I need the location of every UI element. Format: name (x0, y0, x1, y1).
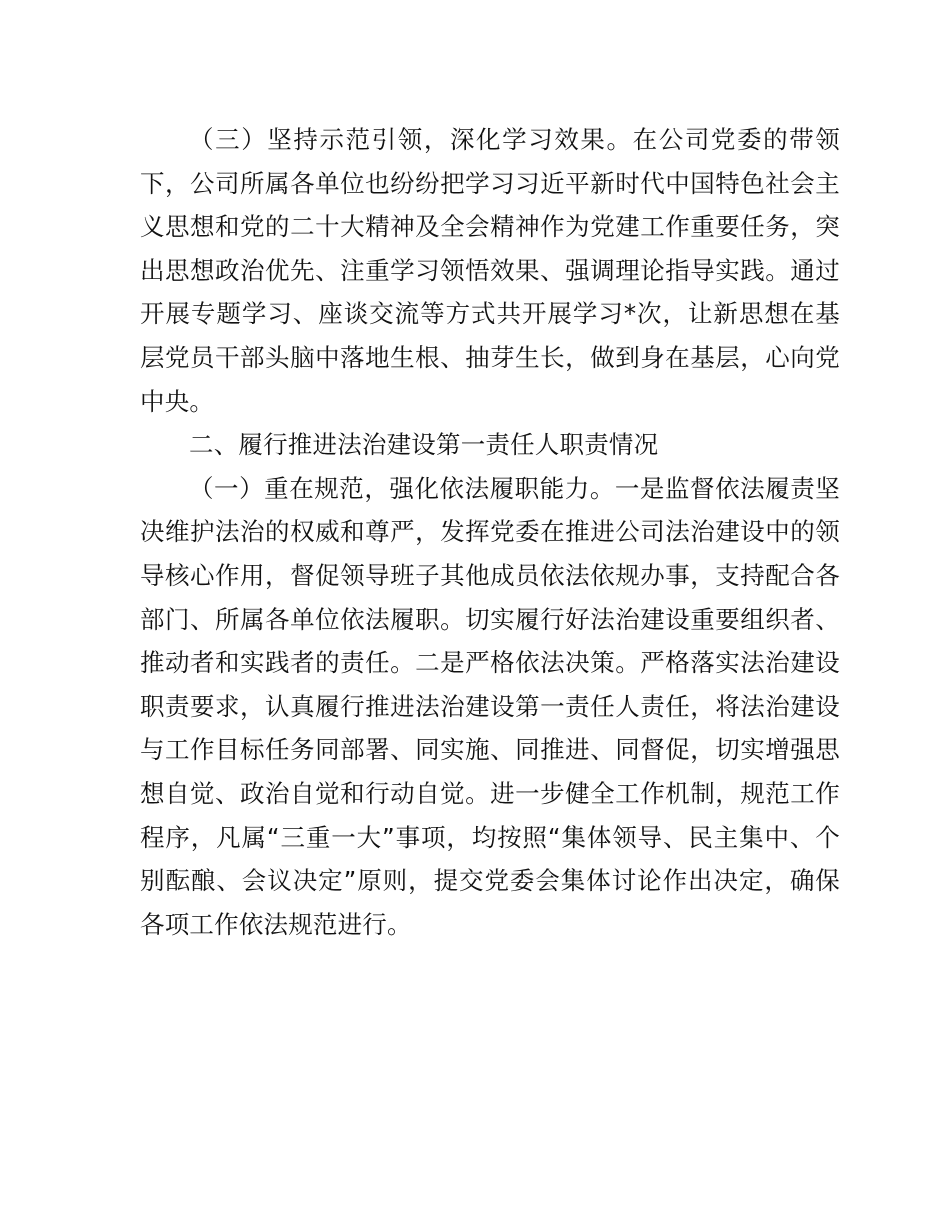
paragraph-section-three: （三）坚持示范引领，深化学习效果。在公司党委的带领下，公司所属各单位也纷纷把学习习近平新时代中国特色社会主义思想和党的二十大精神及全会精神作为党建工作重要任务，突出思想政治优先、注重学习领悟效果、强调理论指导实践。通过开展专题学习、座谈交流等方式共开展学习*次，让新思想在基层党员干部头脑中落地生根、抽芽生长，做到身在基层，心向党中央。 (140, 125, 840, 416)
paragraph-section-one: （一）重在规范，强化依法履职能力。一是监督依法履责坚决维护法治的权威和尊严，发挥党委在推进公司法治建设中的领导核心作用，督促领导班子其他成员依法依规办事，支持配合各部门、所属各单位依法履职。切实履行好法治建设重要组织者、推动者和实践者的责任。二是严格依法决策。严格落实法治建设职责要求，认真履行推进法治建设第一责任人责任，将法治建设与工作目标任务同部署、同实施、同推进、同督促，切实增强思想自觉、政治自觉和行动自觉。进一步健全工作机制，规范工作程序，凡属“三重一大”事项，均按照“集体领导、民主集中、个别酝酿、会议决定”原则，提交党委会集体讨论作出决定，确保各项工作依法规范进行。 (140, 473, 840, 939)
section-heading-two: 二、履行推进法治建设第一责任人职责情况 (189, 430, 659, 460)
document-body (140, 118, 840, 946)
